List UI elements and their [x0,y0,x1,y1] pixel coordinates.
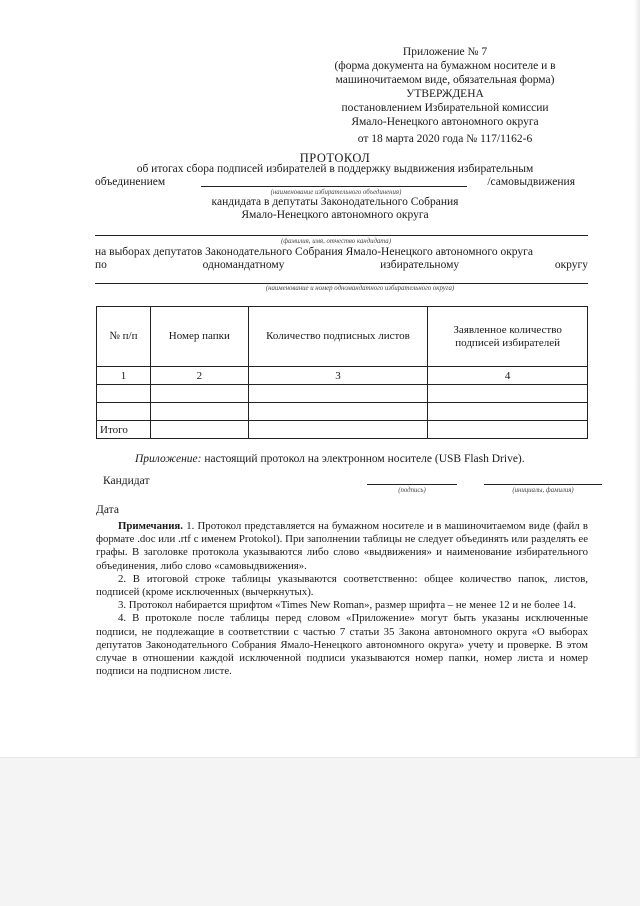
table-cell[interactable] [428,403,588,421]
header-declared-signatures: Заявленное количество подписей избирателей [428,307,588,367]
table-cell[interactable] [150,421,248,439]
column-number-1: 1 [97,367,151,385]
candidate-line-1: кандидата в депутаты Законодательного Собрания [211,196,459,208]
column-number-3: 3 [248,367,428,385]
approved-label: УТВЕРЖДЕНА [406,88,484,100]
notes-heading: Примечания. [118,520,183,532]
candidate-name-blank-line[interactable] [95,235,588,236]
page-edge-shadow [634,0,640,757]
table-cell[interactable] [428,385,588,403]
table-cell[interactable] [248,421,428,439]
association-row [95,176,575,190]
candidate-hint: (фамилия, имя, отчество кандидата) [281,238,391,245]
attachment-text: настоящий протокол на электронном носителе (USB Flash Drive). [204,453,525,465]
protocol-title: ПРОТОКОЛ [299,151,371,165]
district-blank-line[interactable] [95,283,588,284]
note-item-4: 4. В протоколе после таблицы перед словом «Приложение» могут быть указаны исключенные подписи, не подлежащие в соответствии с частью 7 статьи 35 Закона автономного округа «О выборах депутатов Законодательного Собрания Ямало-Ненецкого автономного округа» учету и проверке. В этом случае в отношении каждой исключенной подписи указываются номер папки, номер листа и номер подписи на подписном листе. [96,612,588,678]
initials-blank-line[interactable] [484,484,602,485]
total-label: Итого [97,421,151,439]
table-row [97,403,588,421]
elections-text: на выборах депутатов Законодательного Собрания Ямало-Ненецкого автономного округа [95,246,533,258]
district-row [95,259,588,271]
scan-background [0,757,640,906]
appendix-form-note-2: машиночитаемом виде, обязательная форма) [335,74,555,86]
signature-hint: (подпись) [398,487,426,494]
header-folder-number: Номер папки [150,307,248,367]
table-cell[interactable] [248,403,428,421]
table-row [97,385,588,403]
signature-blank-line[interactable] [367,484,457,485]
table-header-row [97,307,588,367]
note-text-1: 1. Протокол представляется на бумажном носителе и в машиночитаемом виде (файл в формате .doc или .rtf с именем Protokol). При заполнении таблицы не следует объединять или разделять ее графы. В заголовке протокола указываются либо слово «выдвижения» и наименование избирательного объединения, либо слово «самовыдвижения». [96,520,588,572]
table-cell[interactable] [150,385,248,403]
district-word-2: одномандатному [202,259,285,271]
protocol-subtitle: об итогах сбора подписей избирателей в поддержку выдвижения избирательным [136,163,534,175]
district-hint: (наименование и номер одномандатного избирательного округа) [265,285,455,292]
appendix-number: Приложение № 7 [402,46,488,58]
association-blank-line[interactable] [201,186,467,187]
table-cell[interactable] [428,421,588,439]
header-number: № п/п [97,307,151,367]
column-number-2: 2 [150,367,248,385]
header-sheets-count: Количество подписных листов [248,307,428,367]
initials-hint: (инициалы, фамилия) [512,487,574,494]
attachment-line [135,453,525,465]
association-hint: (наименование избирательного объединения) [270,189,402,196]
signatures-table [96,306,588,439]
date-label: Дата [96,504,119,516]
column-number-4: 4 [428,367,588,385]
approval-date: от 18 марта 2020 года № 117/1162-6 [357,133,533,145]
table-numbering-row [97,367,588,385]
district-word-3: избирательному [380,259,460,271]
candidate-signature-label: Кандидат [103,475,150,487]
association-suffix: /самовыдвижения [487,176,575,188]
appendix-form-note: (форма документа на бумажном носителе и в [334,60,556,72]
approval-region: Ямало-Ненецкого автономного округа [351,116,539,128]
association-prefix: объединением [95,176,166,188]
table-cell[interactable] [97,403,151,421]
approval-authority: постановлением Избирательной комиссии [341,102,549,114]
attachment-label: Приложение: [135,453,202,465]
appendix-block [300,45,590,146]
note-item-2: 2. В итоговой строке таблицы указываются соответственно: общее количество папок, листов, подписей (кроме исключенных (вычеркнутых). [96,572,588,599]
candidate-block [95,196,575,222]
table-cell[interactable] [248,385,428,403]
notes-block [96,520,588,678]
district-word-4: округу [554,259,588,271]
note-item-3: 3. Протокол набирается шрифтом «Times New Roman», размер шрифта – не менее 12 и не более 14. [118,599,577,612]
table-cell[interactable] [150,403,248,421]
candidate-line-2: Ямало-Ненецкого автономного округа [241,209,429,221]
table-cell[interactable] [97,385,151,403]
note-item-1 [96,520,588,573]
district-word-1: по [95,259,107,271]
table-total-row [97,421,588,439]
